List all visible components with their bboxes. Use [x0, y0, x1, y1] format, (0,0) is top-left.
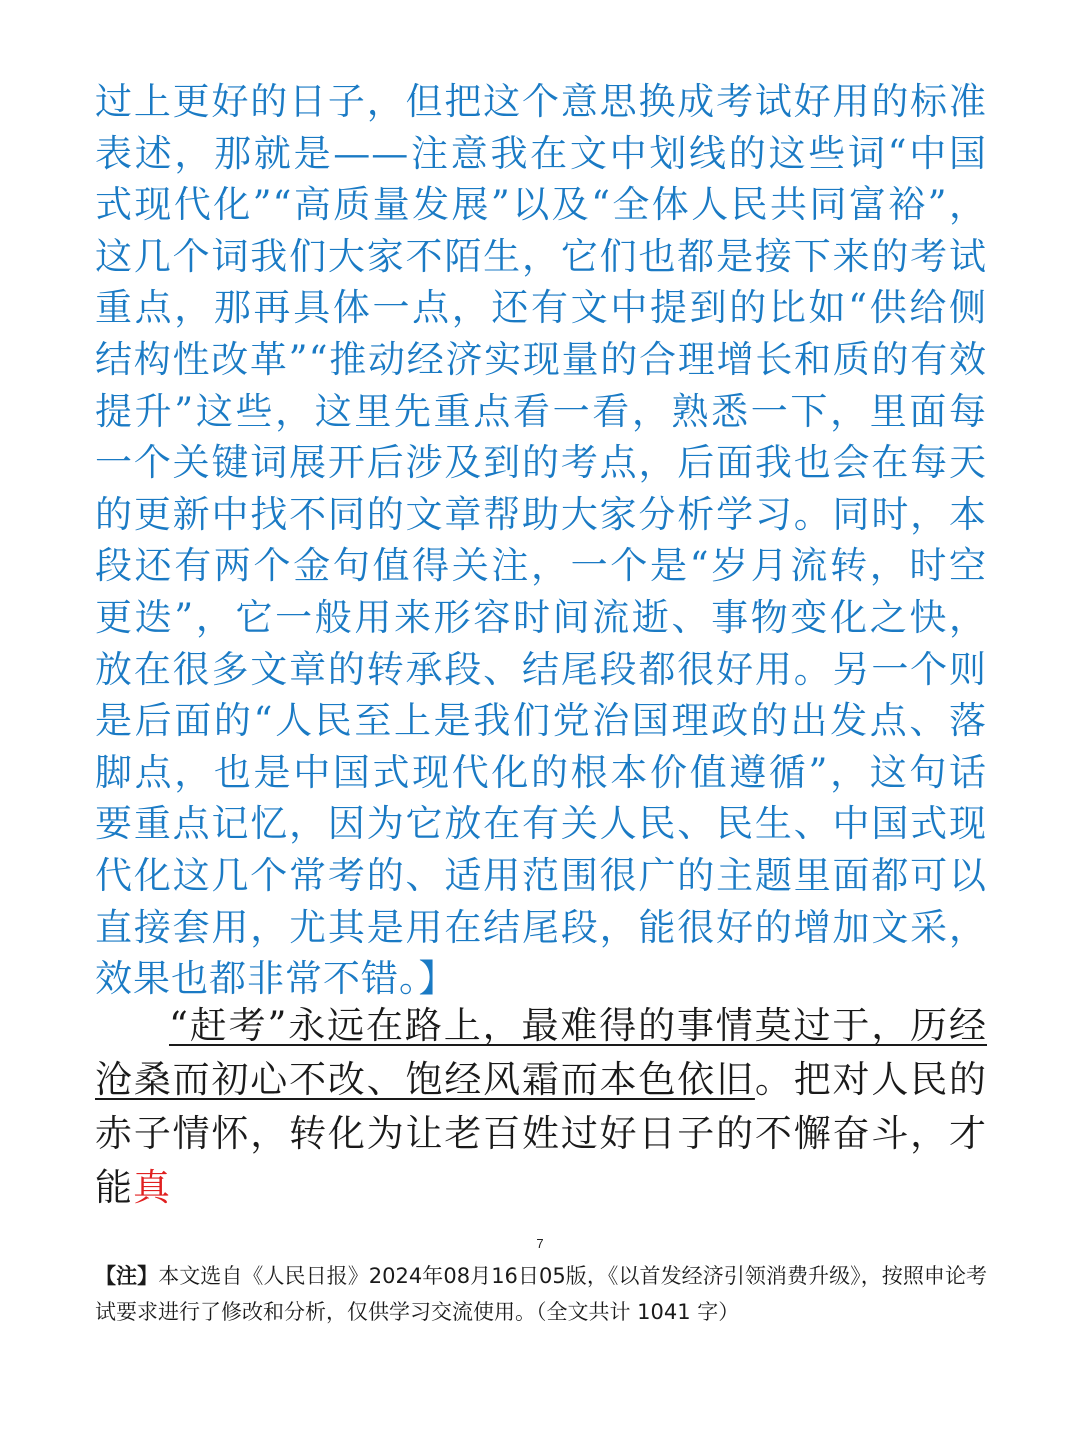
- highlighted-character: 真: [133, 1166, 171, 1209]
- footnote-text: 本文选自《人民日报》2024年08月16日05版，《以首发经济引领消费升级》，按照申论考试要求进行了修改和分析，仅供学习交流使用。（全文共计 1041 字）: [95, 1264, 988, 1324]
- footnote-label: 【注】: [95, 1264, 159, 1288]
- page-number: 7: [536, 1236, 544, 1251]
- footnote: [95, 1258, 987, 1330]
- article-paragraph: [95, 999, 987, 1215]
- body-text: 。把对人民的赤子情怀，转化为让老百姓过好日子的不懈奋斗，才能: [95, 1058, 988, 1209]
- underlined-sentence: “赶考”永远在路上，最难得的事情莫过于，历经沧桑而初心不改、饱经风霜而本色依旧: [95, 1004, 987, 1101]
- analysis-paragraph: 过上更好的日子，但把这个意思换成考试好用的标准表述，那就是——注意我在文中划线的这些词“中国式现代化”“高质量发展”以及“全体人民共同富裕”，这几个词我们大家不陌生，它们也都是接下来的考试重点，那再具体一点，还有文中提到的比如“供给侧结构性改革”“推动经济实现量的合理增长和质的有效提升”这些，这里先重点看一看，熟悉一下，里面每一个关键词展开后涉及到的考点，后面我也会在每天的更新中找不同的文章帮助大家分析学习。同时，本段还有两个金句值得关注，一个是“岁月流转，时空更迭”，它一般用来形容时间流逝、事物变化之快，放在很多文章的转承段、结尾段都很好用。另一个则是后面的“人民至上是我们党治国理政的出发点、落脚点，也是中国式现代化的根本价值遵循”，这句话要重点记忆，因为它放在有关人民、民生、中国式现代化这几个常考的、适用范围很广的主题里面都可以直接套用，尤其是用在结尾段，能很好的增加文采，效果也都非常不错。】: [95, 80, 987, 1001]
